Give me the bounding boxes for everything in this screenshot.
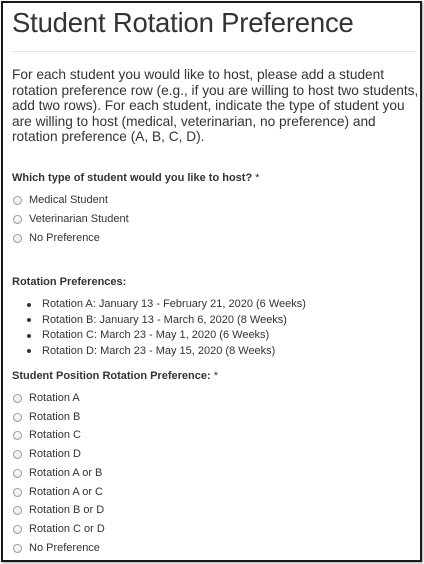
radio-label: Veterinarian Student xyxy=(29,213,129,225)
radio-no-preference-position[interactable] xyxy=(11,540,100,556)
page-title: Student Rotation Preference xyxy=(12,7,354,38)
radio-button[interactable] xyxy=(13,394,22,403)
radio-label: Rotation B xyxy=(29,411,81,423)
bullet-icon xyxy=(27,318,31,322)
radio-button[interactable] xyxy=(13,215,22,224)
rotation-a-text: Rotation A: January 13 - February 21, 2020 (6 Weeks) xyxy=(42,298,306,310)
radio-button[interactable] xyxy=(13,544,22,553)
required-asterisk: * xyxy=(255,172,260,184)
radio-label: No Preference xyxy=(29,542,100,554)
radio-rotation-b[interactable] xyxy=(11,409,80,425)
rotation-preferences-heading: Rotation Preferences: xyxy=(12,276,127,288)
radio-medical-student[interactable] xyxy=(11,192,108,208)
radio-rotation-a-or-c[interactable] xyxy=(11,484,103,500)
radio-label: Rotation D xyxy=(29,448,81,460)
radio-label: Rotation C or D xyxy=(29,523,105,535)
radio-veterinarian-student[interactable] xyxy=(11,211,129,227)
rotation-list xyxy=(27,297,306,359)
form-panel xyxy=(1,1,422,562)
position-preference-question xyxy=(12,370,218,382)
intro-text: For each student you would like to host, please add a student rotation preference row (e.g., if you are willing to host two students, add two rows). For each student, indicate the type of student you are willing to host (medical, veterinarian, no preference) and rotation preference (A, B, C, D). xyxy=(12,67,419,145)
radio-button[interactable] xyxy=(13,488,22,497)
title-divider xyxy=(12,51,417,52)
radio-label: Rotation A xyxy=(29,392,80,404)
list-item xyxy=(27,313,306,329)
bullet-icon xyxy=(27,334,31,338)
radio-rotation-a[interactable] xyxy=(11,390,80,406)
list-item xyxy=(27,297,306,313)
radio-button[interactable] xyxy=(13,506,22,515)
radio-button[interactable] xyxy=(13,413,22,422)
position-preference-label: Student Position Rotation Preference: xyxy=(12,370,211,382)
radio-no-preference-type[interactable] xyxy=(11,230,100,246)
list-item xyxy=(27,344,306,360)
radio-rotation-b-or-d[interactable] xyxy=(11,502,104,518)
radio-label: Rotation A or C xyxy=(29,486,103,498)
list-item xyxy=(27,328,306,344)
bullet-icon xyxy=(27,303,31,307)
radio-button[interactable] xyxy=(13,450,22,459)
radio-rotation-a-or-b[interactable] xyxy=(11,465,102,481)
radio-label: Rotation B or D xyxy=(29,504,105,516)
radio-label: Medical Student xyxy=(29,194,108,206)
radio-button[interactable] xyxy=(13,234,22,243)
radio-rotation-d[interactable] xyxy=(11,446,81,462)
radio-rotation-c-or-d[interactable] xyxy=(11,521,105,537)
required-asterisk: * xyxy=(213,370,218,382)
bullet-icon xyxy=(27,349,31,353)
radio-label: No Preference xyxy=(29,232,100,244)
radio-label: Rotation A or B xyxy=(29,467,103,479)
radio-button[interactable] xyxy=(13,469,22,478)
radio-button[interactable] xyxy=(13,431,22,440)
rotation-b-text: Rotation B: January 13 - March 6, 2020 (8 Weeks) xyxy=(42,313,287,326)
rotation-c-text: Rotation C: March 23 - May 1, 2020 (6 Weeks) xyxy=(42,329,270,341)
student-type-question xyxy=(12,172,260,184)
student-type-label: Which type of student would you like to host? xyxy=(12,172,253,184)
radio-rotation-c[interactable] xyxy=(11,427,81,443)
rotation-d-text: Rotation D: March 23 - May 15, 2020 (8 Weeks) xyxy=(42,344,276,357)
radio-button[interactable] xyxy=(13,525,22,534)
radio-label: Rotation C xyxy=(29,429,81,441)
radio-button[interactable] xyxy=(13,196,22,205)
